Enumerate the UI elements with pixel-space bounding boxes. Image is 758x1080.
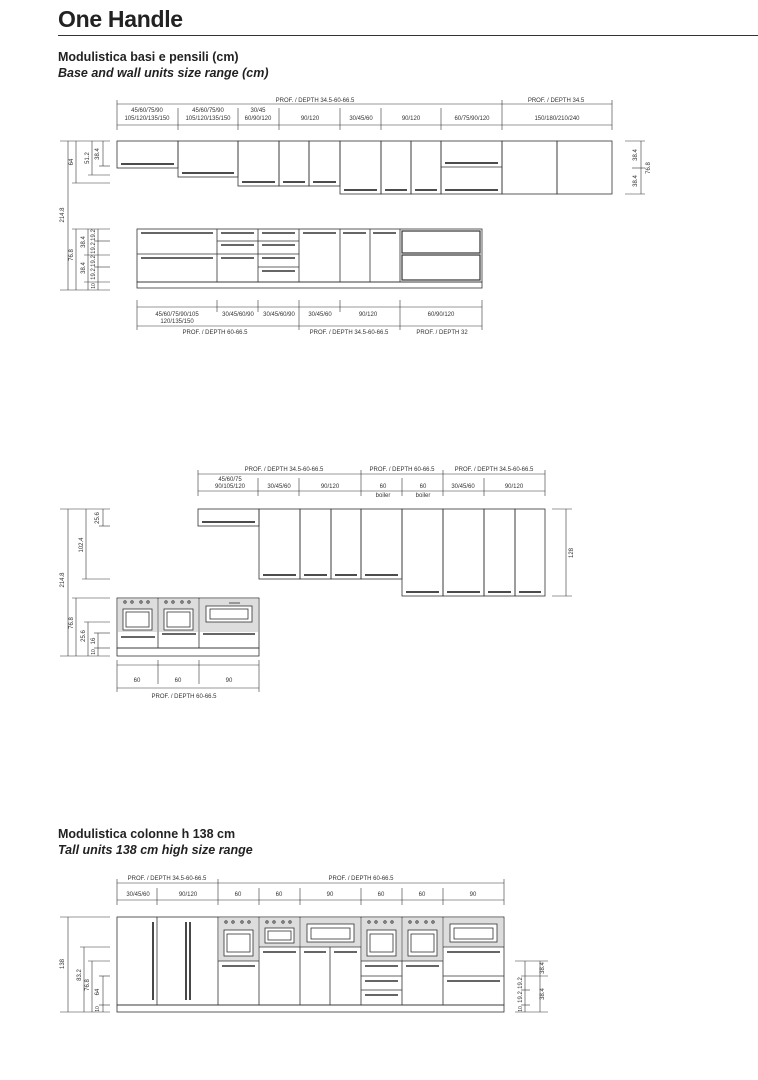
wall-unit xyxy=(441,141,502,194)
section1-bottom-width: 120/135/150 xyxy=(160,319,194,325)
section1-left-dim-wall: 64 xyxy=(69,158,75,166)
section1-left-dim-base: 19.2 xyxy=(91,255,97,267)
section1-bottom-width: 30/45/60 xyxy=(308,312,332,318)
section3-depth-label: PROF. / DEPTH 34.5-60-66.5 xyxy=(127,876,207,882)
section1-bottom-width: 90/120 xyxy=(358,312,378,318)
section1-title-it: Modulistica basi e pensili (cm) xyxy=(58,50,239,64)
section3-width-label: 90 xyxy=(469,892,477,898)
section2-width-label: 90/105/120 xyxy=(214,484,246,490)
wall-unit xyxy=(502,141,557,194)
section2-right-dim: 128 xyxy=(569,547,575,559)
section1-bottom-width: 45/60/75/90/105 xyxy=(155,312,199,318)
section1-left-dim-base: 19.2 xyxy=(91,242,97,254)
section3-left-dim: 138 xyxy=(60,958,66,970)
section2-depth-label: PROF. / DEPTH 34.5-60-66.5 xyxy=(454,467,534,473)
section2-total-height: 214.8 xyxy=(60,572,66,588)
section3-left-dim: 76.8 xyxy=(85,979,91,991)
section3-width-label: 30/45/60 xyxy=(126,892,150,898)
section1-width-label: 45/60/75/90 xyxy=(131,108,163,114)
section1-bottom-width: 30/45/60/90 xyxy=(263,312,295,318)
section3-top-dimension-lines xyxy=(117,879,504,905)
section1-left-dim-base: 19.2 xyxy=(91,268,97,280)
section3-depth-label: PROF. / DEPTH 60-66.5 xyxy=(328,876,394,882)
section2-left-dim-base: 10 xyxy=(91,649,97,655)
section1-left-dim-wall: 38.4 xyxy=(95,148,101,160)
section2-width-label: 30/45/60 xyxy=(451,484,475,490)
section3-tall-units xyxy=(117,917,504,1012)
section3-right-dim: 10 xyxy=(518,1006,524,1012)
section1-bottom-depth: PROF. / DEPTH 34.5-60-66.5 xyxy=(309,330,389,336)
wall-unit xyxy=(238,141,279,186)
wall-unit xyxy=(557,141,612,194)
section2-width-label: boiler xyxy=(415,493,431,499)
wall-unit xyxy=(279,141,309,186)
section1-bottom-width: 60/90/120 xyxy=(427,312,455,318)
section2-base-units xyxy=(117,598,259,656)
section1-width-label: 30/45/60 xyxy=(349,116,373,122)
section3-width-label: 90/120 xyxy=(178,892,198,898)
section1-width-label: 60/75/90/120 xyxy=(454,116,490,122)
section2-left-dim-wall: 102.4 xyxy=(79,537,85,553)
section3-right-dim: 19.2 xyxy=(518,991,524,1003)
section2-bottom-depth: PROF. / DEPTH 60-66.5 xyxy=(151,694,217,700)
section2-drawing xyxy=(60,467,575,700)
wall-unit xyxy=(381,141,411,194)
section2-width-label: 30/45/60 xyxy=(267,484,291,490)
section2-width-label: 60 xyxy=(419,484,427,490)
section2-width-label: 60 xyxy=(379,484,387,490)
section3-width-label: 60 xyxy=(377,892,385,898)
section3-title-it: Modulistica colonne h 138 cm xyxy=(58,827,236,841)
section2-bottom-dimension-lines xyxy=(117,660,259,692)
section3-right-dim: 38.4 xyxy=(540,988,546,1000)
section2-width-label: 90/120 xyxy=(320,484,340,490)
section3-left-dim: 64 xyxy=(95,988,101,996)
section1-width-label: 90/120 xyxy=(300,116,320,122)
section1-left-dim-base: 38.4 xyxy=(81,236,87,248)
section2-left-dim-wall: 25.6 xyxy=(95,512,101,524)
page-title: One Handle xyxy=(58,6,183,32)
section2-left-dim-base: 76.8 xyxy=(69,617,75,629)
section1-wall-units xyxy=(117,141,612,194)
section1-right-dim: 38.4 xyxy=(633,149,639,161)
section1-bottom-depth: PROF. / DEPTH 60-66.5 xyxy=(182,330,248,336)
section1-top-dimension-lines xyxy=(117,100,612,130)
section3-width-label: 60 xyxy=(418,892,426,898)
section2-left-dim-base: 25.6 xyxy=(81,630,87,642)
section1-depth-label-a: PROF. / DEPTH 34.5-60-66.5 xyxy=(275,98,355,104)
section3-right-dim: 38.4 xyxy=(540,962,546,974)
section1-width-label: 105/120/135/150 xyxy=(185,116,231,122)
section2-width-label: boiler xyxy=(375,493,391,499)
section1-total-height: 214.8 xyxy=(60,207,66,223)
section1-width-label: 105/120/135/150 xyxy=(124,116,170,122)
section1-left-dim-wall: 51.2 xyxy=(85,152,91,164)
wall-unit xyxy=(309,141,340,186)
section1-left-dim-base: 19.2 xyxy=(91,229,97,241)
section2-wall-units xyxy=(198,509,545,596)
section2-depth-label: PROF. / DEPTH 34.5-60-66.5 xyxy=(244,467,324,473)
section3-title-en: Tall units 138 cm high size range xyxy=(58,843,253,857)
section1-left-dim-base: 38.4 xyxy=(81,262,87,274)
wall-unit xyxy=(340,141,381,194)
section2-bottom-width: 60 xyxy=(133,678,141,684)
section2-left-dim-base: 16 xyxy=(91,637,97,645)
section1-width-label: 45/60/75/90 xyxy=(192,108,224,114)
section1-base-units xyxy=(137,229,482,288)
section1-width-label: 90/120 xyxy=(401,116,421,122)
section1-title-en: Base and wall units size range (cm) xyxy=(58,66,269,80)
section1-bottom-width: 30/45/60/90 xyxy=(222,312,254,318)
section1-drawing xyxy=(60,98,652,336)
section3-width-label: 60 xyxy=(234,892,242,898)
section2-width-label: 45/60/75 xyxy=(218,477,242,483)
section1-width-label: 150/180/210/240 xyxy=(534,116,580,122)
section1-right-dim: 38.4 xyxy=(633,175,639,187)
section3-left-dim: 83.2 xyxy=(77,969,83,981)
section3-left-dimension xyxy=(60,917,110,1012)
section2-bottom-width: 90 xyxy=(225,678,233,684)
section1-left-dim-base: 10 xyxy=(91,283,97,289)
section1-width-label: 30/45 xyxy=(250,108,266,114)
section2-bottom-width: 60 xyxy=(174,678,182,684)
section3-width-label: 90 xyxy=(326,892,334,898)
section1-width-label: 60/90/120 xyxy=(244,116,272,122)
section1-depth-label-b: PROF. / DEPTH 34.5 xyxy=(527,98,585,104)
section1-right-dim: 76.8 xyxy=(646,162,652,174)
section1-bottom-depth: PROF. / DEPTH 32 xyxy=(416,330,468,336)
section3-drawing xyxy=(60,876,548,1012)
wall-unit xyxy=(178,141,238,177)
wall-unit xyxy=(411,141,441,194)
section1-left-dim-base: 76.8 xyxy=(69,249,75,261)
section3-left-dim: 10 xyxy=(95,1006,101,1012)
section3-width-label: 60 xyxy=(275,892,283,898)
section2-width-label: 90/120 xyxy=(504,484,524,490)
section2-depth-label: PROF. / DEPTH 60-66.5 xyxy=(369,467,435,473)
section2-top-dimension-lines xyxy=(198,470,545,496)
section3-right-dim: 19.2 xyxy=(518,977,524,989)
